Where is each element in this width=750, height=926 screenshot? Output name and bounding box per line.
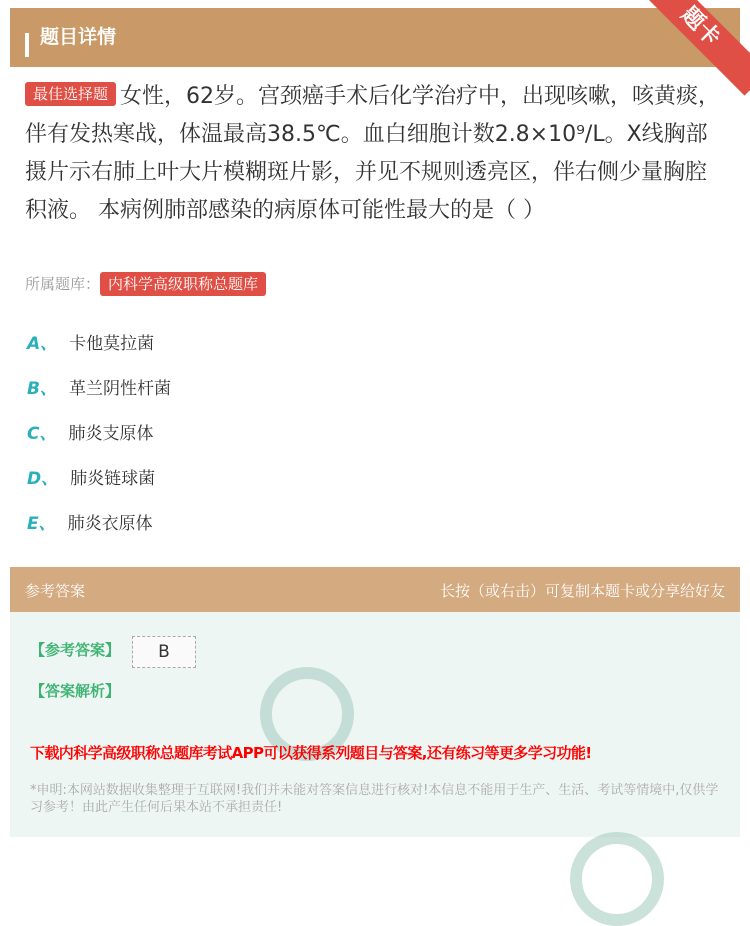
source-badge[interactable]: 内科学高级职称总题库 (100, 272, 266, 296)
question-type-badge: 最佳选择题 (25, 82, 116, 106)
source-label: 所属题库： (25, 275, 101, 293)
answer-value-image: B (132, 636, 196, 668)
question-text-block (25, 78, 725, 230)
header-title: 题目详情 (40, 26, 117, 48)
option-text: 肺炎衣原体 (67, 514, 153, 534)
option-text: 肺炎链球菌 (70, 469, 156, 489)
question-source (25, 272, 270, 296)
watermark-logo-icon (570, 832, 664, 926)
option-letter: E、 (27, 514, 56, 534)
download-app-link[interactable]: 下载内科学高级职称总题库考试APP可以获得系列题目与答案,还有练习等更多学习功能! (30, 744, 592, 762)
answer-header (10, 567, 740, 612)
option-b[interactable] (27, 374, 171, 399)
option-letter: D、 (27, 469, 59, 489)
disclaimer: *申明:本网站数据收集整理于互联网!我们并未能对答案信息进行核对!本信息不能用于生产、生活、考试等情境中,仅供学习参考！由此产生任何后果本站不承担责任! (30, 783, 719, 815)
option-text: 肺炎支原体 (68, 424, 154, 444)
question-header (10, 8, 740, 67)
analysis-label: 【答案解析】 (30, 682, 121, 700)
question-text: 女性，62岁。宫颈癌手术后化学治疗中，出现咳嗽，咳黄痰，伴有发热寒战，体温最高38.5℃。血白细胞计数2.8×10⁹/L。X线胸部摄片示右肺上叶大片模糊斑片影，并见不规则透亮区，伴右侧少量胸腔积液。 本病例肺部感染的病原体可能性最大的是（ ） (25, 84, 721, 223)
question-card-ribbon: 题卡 (631, 0, 750, 96)
option-a[interactable] (27, 329, 154, 354)
answer-body (10, 612, 740, 837)
answer-title: 参考答案 (25, 582, 86, 600)
option-letter: C、 (27, 424, 57, 444)
option-text: 卡他莫拉菌 (69, 334, 155, 354)
option-e[interactable] (27, 509, 153, 534)
option-d[interactable] (27, 464, 155, 489)
option-letter: A、 (27, 334, 58, 354)
option-c[interactable] (27, 419, 153, 444)
answer-label: 【参考答案】 (30, 641, 121, 659)
copy-hint: 长按（或右击）可复制本题卡或分享给好友 (439, 582, 725, 600)
option-text: 革兰阴性杆菌 (68, 379, 171, 399)
header-accent-bar (25, 33, 29, 57)
option-letter: B、 (27, 379, 57, 399)
